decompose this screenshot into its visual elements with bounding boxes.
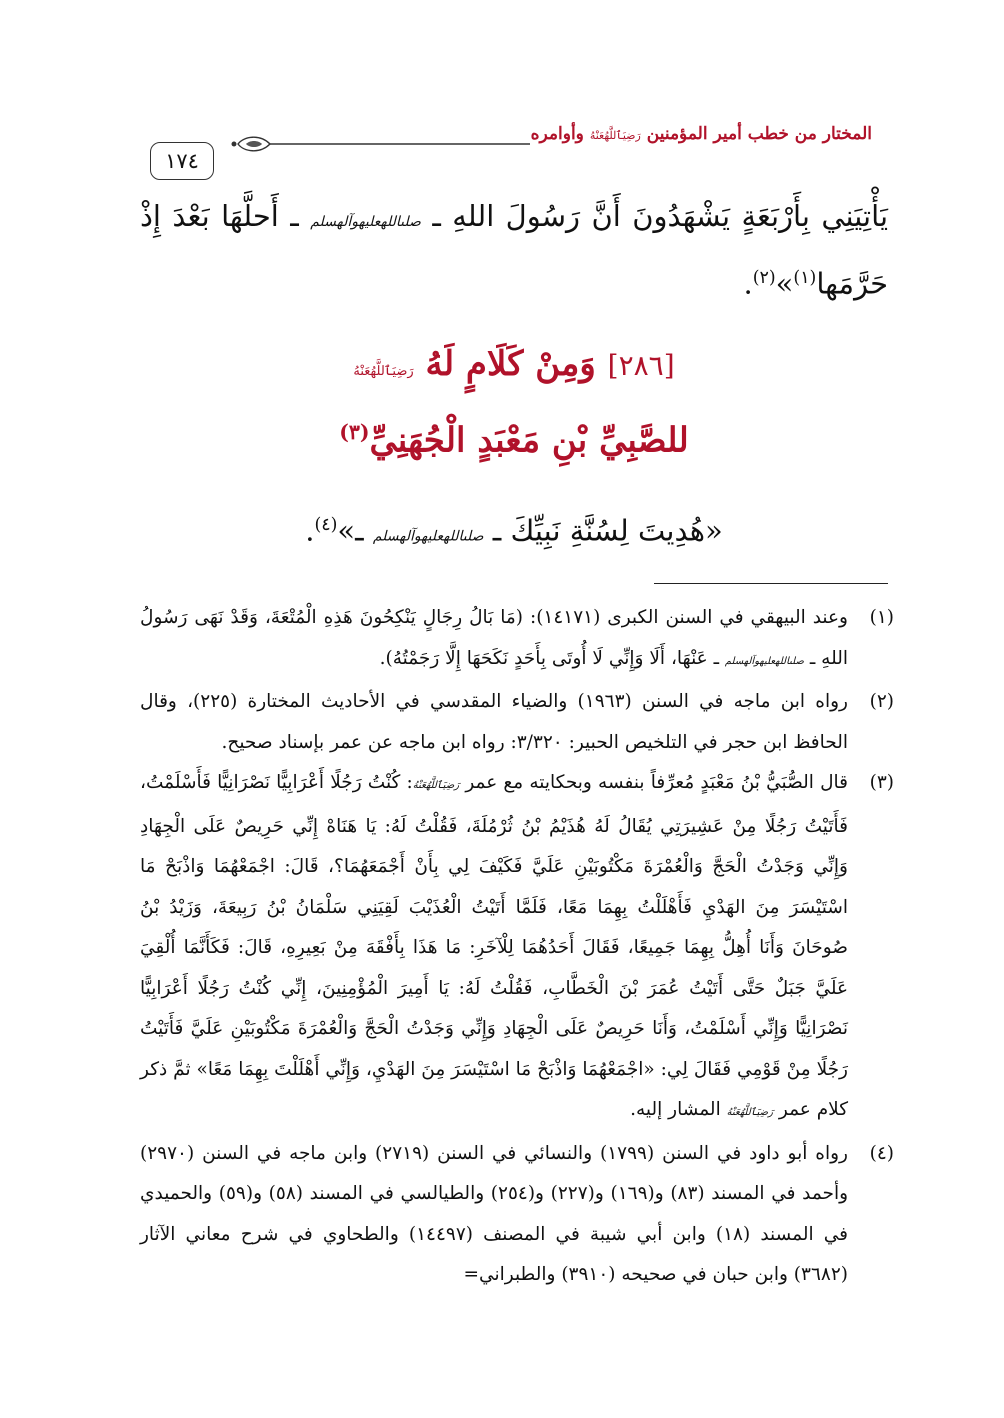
- header-title: المختار من خطب أمير المؤمنين رَضِيَٱللَّهُعَنْهُ وأوامره: [530, 124, 872, 144]
- main-text: يَأْتِيَنِي بِأَرْبَعَةٍ يَشْهَدُونَ أَنَّ رَسُولَ اللهِ ـ صلىاللهعليهوآلهسلم ـ أَحلَّهَا بَعْدَ إِذْ حَرَّمَها$^{(١)}$»$^{(٢)}$.: [140, 199, 889, 301]
- section-heading: [140, 334, 888, 470]
- honorific-salawat: صلىاللهعليهوآلهسلم: [310, 214, 421, 230]
- section-number: [٢٨٦]: [607, 349, 675, 382]
- footnote-3: (٣) قال الصُّبَيُّ بْنُ مَعْبَدٍ مُعرِّفاً بنفسه وبحكايته مع عمر رَضِيَٱللَّهُعَنْهُ: كُنْتُ رَجُلًا أَعْرَابِيًّا نَصْرَانِيًّا فَأَسْلَمْتُ، فَأَتَيْتُ رَجُلًا مِنْ عَشِيرَتِي يُقَالُ لَهُ هُذَيْمُ بْنُ ثُرْمُلَةَ، فَقُلْتُ لَهُ: يَا هَنَاهْ إِنِّي حَرِيصٌ عَلَى الْجِهَادِ وَإِنِّي وَجَدْتُ الْحَجَّ وَالْعُمْرَةَ مَكْتُوبَيْنِ عَلَيَّ فَكَيْفَ لِي بِأَنْ أَجْمَعَهُمَا؟، قَالَ: اجْمَعْهُمَا وَاذْبَحْ مَا اسْتَيْسَرَ مِنَ الهَدْيِ فَأَهْلَلْتُ بِهِمَا مَعًا، فَلَمَّا أَتَيْتُ الْعُذَيْبَ لَقِيَنِي سَلْمَانُ بْنُ رَبِيعَةَ، وَزَيْدُ بْنُ صُوحَانَ وَأَنَا أُهِلُّ بِهِمَا جَمِيعًا، فَقَالَ أَحَدُهُمَا لِلْآخَرِ: مَا هَذَا بِأَفْقَهَ مِنْ بَعِيرِهِ، قَالَ: فَكَأَنَّمَا أُلْقِيَ عَلَيَّ جَبَلٌ حَتَّى أَتَيْتُ عُمَرَ بْنَ الْخَطَّابِ، فَقُلْتُ لَهُ: يَا أَمِيرَ الْمُؤْمِنِينَ، إِنِّي كُنْتُ رَجُلًا أَعْرَابِيًّا نَصْرَانِيًّا وَإِنِّي أَسْلَمْتُ، وَأَنَا حَرِيصٌ عَلَى الْجِهَادِ وَإِنِّي وَجَدْتُ الْحَجَّ وَالْعُمْرَةَ مَكْتُوبَيْنِ عَلَيَّ فَأَتَيْتُ رَجُلًا مِنْ قَوْمِي فَقَالَ لِي: «اجْمَعْهُمَا وَاذْبَحْ مَا اسْتَيْسَرَ مِنَ الهَدْيِ، وَإِنِّي أَهْلَلْتَ بِهِمَا مَعًا» ثمَّ ذكر كلام عمر رَضِيَٱللَّهُعَنْهُ المشار إليه.: [140, 772, 894, 1120]
- footnote-2: (٢) رواه ابن ماجه في السنن (١٩٦٣) والضياء المقدسي في الأحاديث المختارة (٢٢٥)، وقال الحافظ ابن حجر في التلخيص الحبير: ٣/٣٢٠: رواه ابن ماجه عن عمر بإسناد صحيح.: [140, 691, 894, 753]
- page-number: ١٧٤: [150, 142, 214, 180]
- section-heading-line-1: [٢٨٦] وَمِنْ كَلَامٍ لَهُ رَضِيَٱللَّهُعَنْهُ: [353, 344, 675, 384]
- section-heading-line-2: للصَّبِيِّ بْنِ مَعْبَدٍ الْجُهَنِيِّ$^{(٣)}$: [339, 420, 689, 461]
- footnote-divider: [654, 583, 888, 584]
- footnote-ref-3: (٣): [339, 420, 370, 444]
- footnote-1: (١) وعند البيهقي في السنن الكبرى (١٤١٧١): (مَا بَالُ رِجَالٍ يَنْكِحُونَ هَذِهِ الْمُتْعَةَ، وَقَدْ نَهَى رَسُولُ اللهِ ـ صلىاللهعليهوآلهسلم ـ عَنْهَا، أَلَا وَإِنِّي لَا أُوتَى بِأَحَدٍ نَكَحَهَا إِلَّا رَجَمْتُهُ).: [140, 607, 894, 669]
- running-header: [150, 120, 872, 180]
- footnote-ref-4: (٤): [314, 515, 338, 535]
- footnote-ref-1: (١): [793, 268, 817, 288]
- footnote-4: (٤) رواه أبو داود في السنن (١٧٩٩) والنسائي في السنن (٢٧١٩) وابن ماجه في السنن (٢٩٧٠) وأحمد في المسند (٨٣) و(١٦٩) و(٢٢٧) و(٢٥٤) والطيالسي في المسند (٥٨) و(٥٩) والحميدي في المسند (١٨) وابن أبي شيبة في المصنف (١٤٤٩٧) والطحاوي في شرح معاني الآثار (٣٦٨٢) وابن حبان في صحيحه (٣٩١٠) والطبراني=: [140, 1142, 894, 1285]
- hadith-quote: «هُدِيتَ لِسُنَّةِ نَبِيِّكَ ـ صلىاللهعليهوآلهسلم ـ»$^{(٤)}$.: [305, 513, 723, 548]
- header-ornament-icon: [230, 134, 530, 154]
- footnote-ref-2: (٢): [752, 268, 776, 288]
- footnotes: [140, 598, 894, 1296]
